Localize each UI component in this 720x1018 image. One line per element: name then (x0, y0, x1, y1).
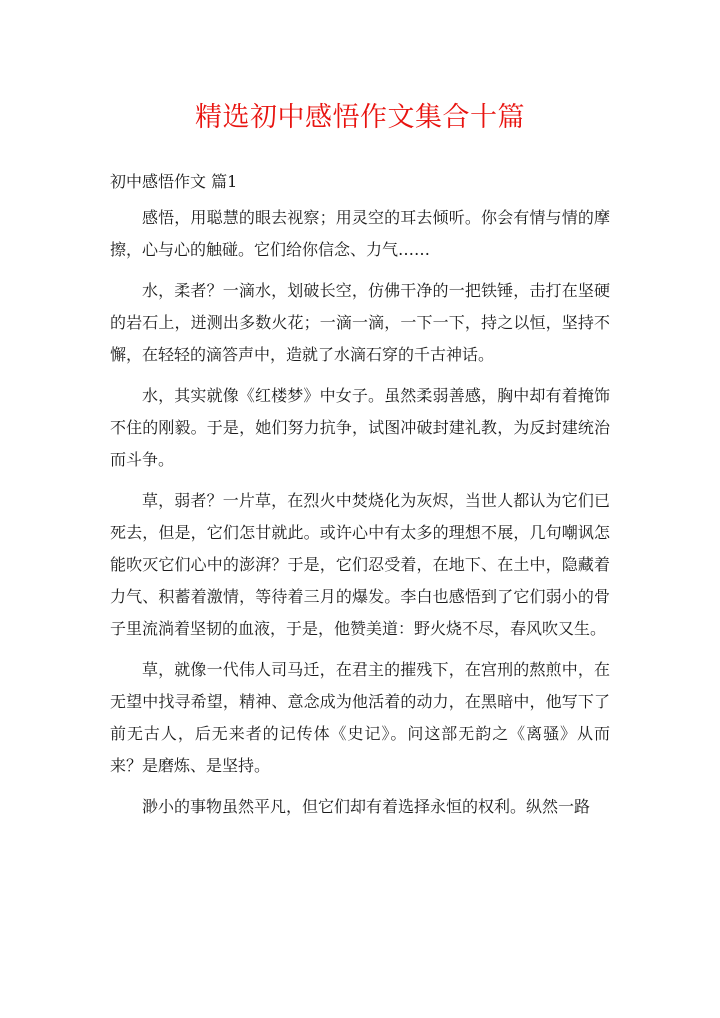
document-title: 精选初中感悟作文集合十篇 (195, 102, 525, 133)
section-heading: 初中感悟作文 篇1 (110, 172, 238, 191)
paragraph-5: 草，就像一代伟人司马迁，在君主的摧残下，在宫刑的熬煎中，在无望中找寻希望，精神、意念成为他活着的动力，在黑暗中，他写下了前无古人，后无来者的记传体《史记》。问这部无韵之《离骚》从而来？是磨炼、是坚持。 (110, 660, 610, 775)
paragraph-6: 渺小的事物虽然平凡，但它们却有着选择永恒的权利。纵然一路 (142, 797, 591, 816)
paragraph-3: 水，其实就像《红楼梦》中女子。虽然柔弱善感，胸中却有着掩饰不住的刚毅。于是，她们努力抗争，试图冲破封建礼教，为反封建统治而斗争。 (110, 386, 610, 469)
paragraph-4: 草，弱者？一片草，在烈火中焚烧化为灰烬，当世人都认为它们已死去，但是，它们怎甘就此。或许心中有太多的理想不展，几句嘲讽怎能吹灭它们心中的澎湃？于是，它们忍受着，在地下、在土中，隐藏着力气、积蓄着激情，等待着三月的爆发。李白也感悟到了它们弱小的骨子里流淌着坚韧的血液，于是，他赞美道：野火烧不尽，春风吹又生。 (110, 491, 610, 638)
body-text (110, 202, 610, 832)
paragraph-1: 感悟，用聪慧的眼去视察；用灵空的耳去倾听。你会有情与情的摩擦，心与心的触碰。它们给你信念、力气…… (110, 208, 610, 259)
paragraph-2: 水，柔者？一滴水，划破长空，仿佛干净的一把铁锤，击打在坚硬的岩石上，迸测出多数火花；一滴一滴，一下一下，持之以恒，坚持不懈，在轻轻的滴答声中，造就了水滴石穿的千古神话。 (110, 281, 610, 364)
